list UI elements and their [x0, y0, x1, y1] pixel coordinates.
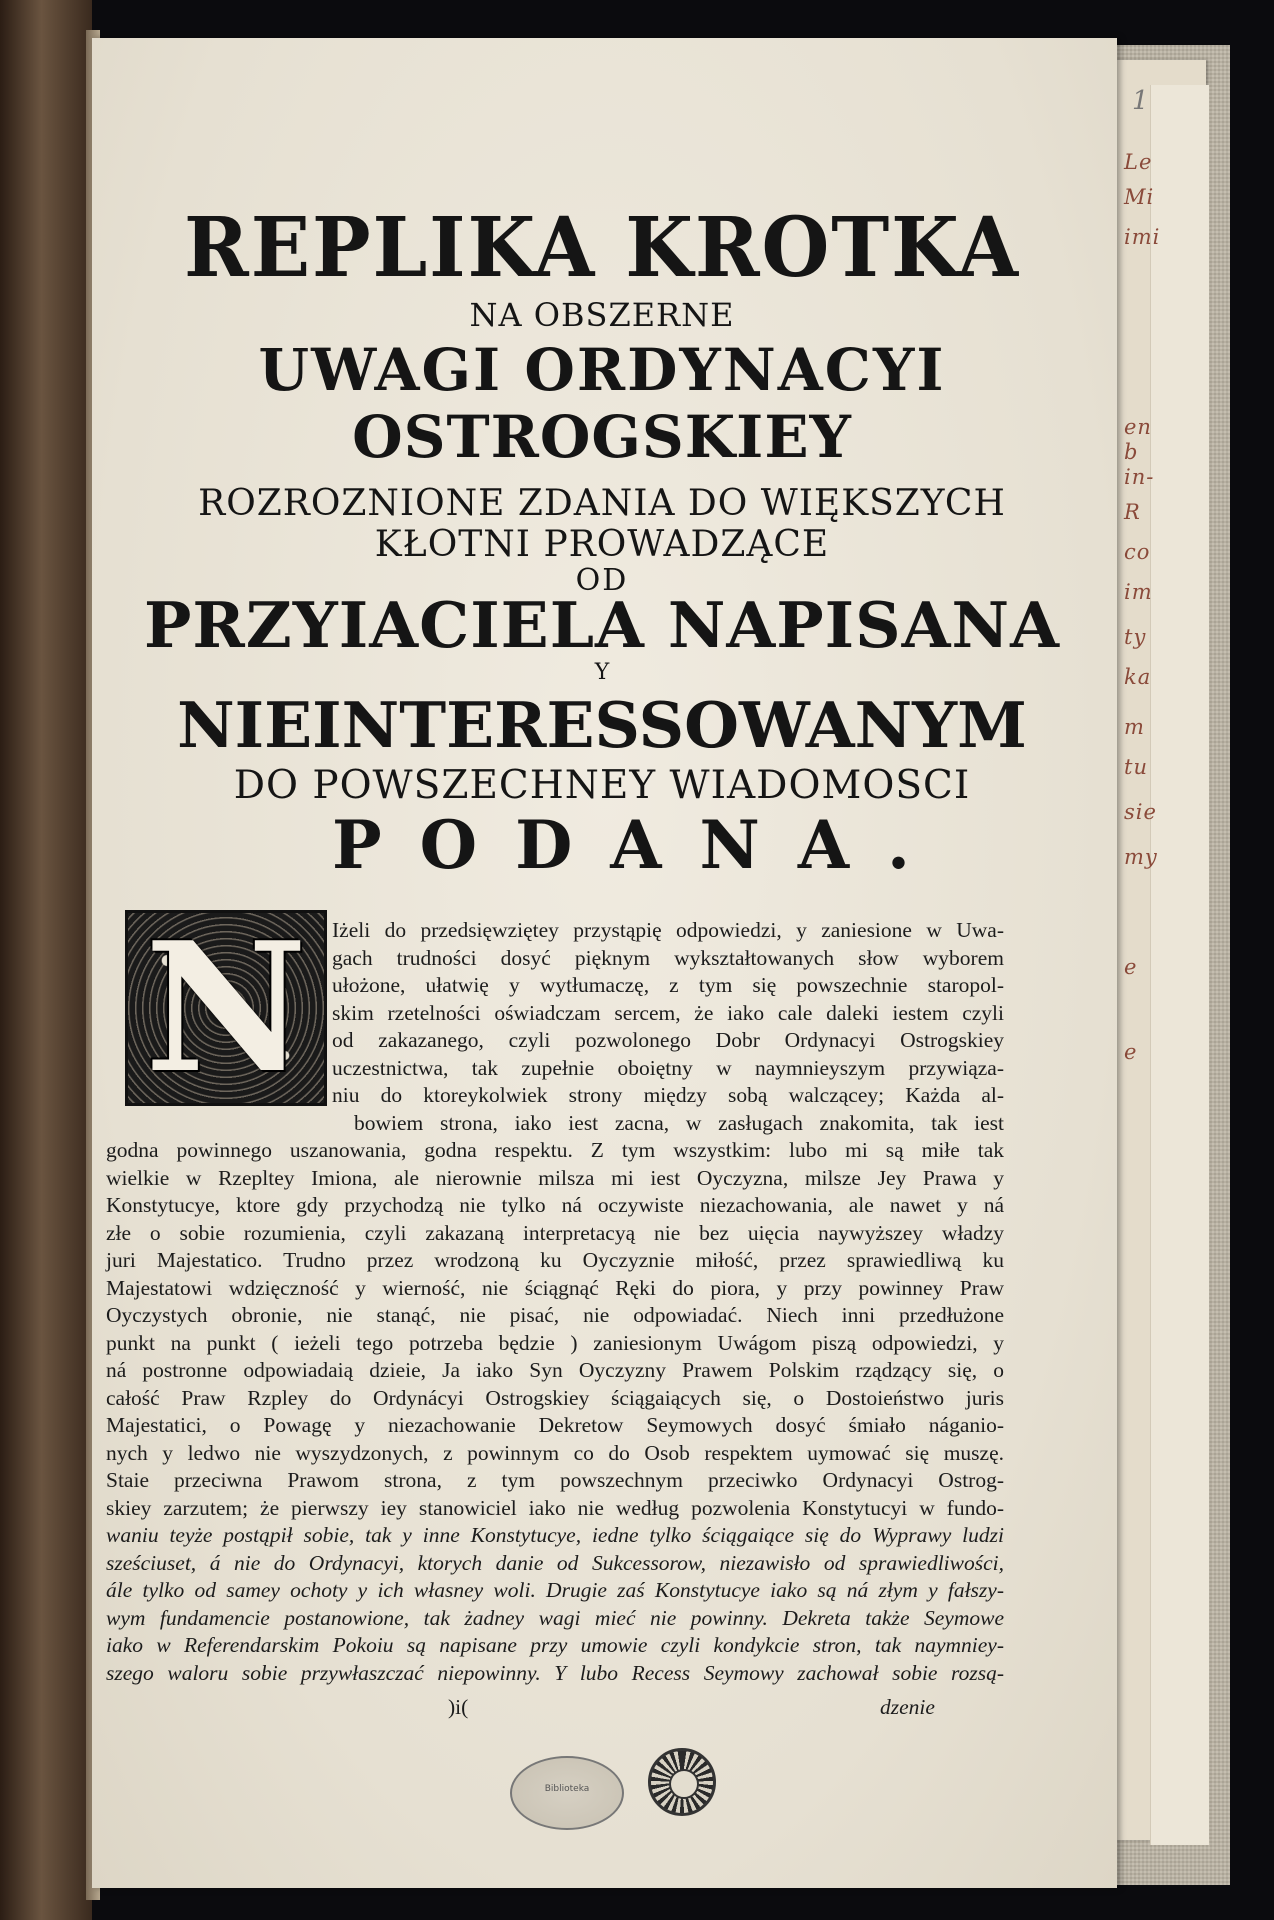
body-line: Konstytucye, ktore gdy przychodzą nie tylko ná oczywiste niezachowania, ale nawet y ná: [106, 1193, 1004, 1217]
body-line: iako w Referendarskim Pokoiu są napisane przy umowie czyli kondykcie stron, tak naymniey-: [106, 1633, 1004, 1657]
body-line: ułożone, ułatwię y wytłumaczę, z tym się powszechnie staropol-: [332, 973, 1004, 997]
body-line: całość Praw Rzpley do Ordynácyi Ostrogskiey ściągaiących się, o Dostoieństwo juris: [106, 1385, 1004, 1410]
margin-note: sie: [1124, 800, 1157, 824]
body-line: ná postronne odpowiadaią dzieie, Ja iako Syn Oyczyzny Prawem Polskim rządzący się, o: [106, 1358, 1004, 1382]
title-line-1: REPLIKA KROTKA: [184, 200, 1020, 296]
title-line-10: NIEINTERESSOWANYM: [177, 688, 1027, 762]
body-line: sześciuset, á nie do Ordynacyi, ktorych danie od Sukcessorow, niezawisło od sprawiedliwości,: [106, 1550, 1004, 1575]
book-binding-left: [0, 0, 92, 1920]
body-line: szego waloru sobie przywłaszczać niepowinny. Y lubo Recess Seymowy zachował sobie rozsą-: [106, 1660, 1004, 1685]
body-line: bowiem strona, iako iest zacna, w zasługach znakomita, tak iest: [354, 1110, 1004, 1135]
body-line: skiey zarzutem; że pierwszy iey stanowiciel iako nie według pozwolenia Konstytucyi w fundo-: [106, 1495, 1004, 1520]
margin-note: co: [1124, 540, 1151, 564]
margin-note: R: [1124, 500, 1141, 524]
margin-note: in-: [1124, 465, 1155, 489]
signature-mark: )i(: [448, 1695, 469, 1719]
margin-note: Mi: [1124, 185, 1155, 209]
title-line-2: NA OBSZERNE: [469, 296, 735, 334]
title-line-7: OD: [575, 563, 629, 598]
body-line: Iżeli do przedsięwziętey przystąpię odpowiedzi, y zaniesione w Uwa-: [332, 918, 1004, 942]
body-line: uczestnictwa, tak zupełnie oboiętny w naymnieyszym przywiąza-: [332, 1055, 1004, 1080]
title-line-11: DO POWSZECHNEY WIADOMOSCI: [233, 763, 971, 808]
margin-note: e: [1124, 1040, 1138, 1064]
body-line: złe o sobie rozumienia, czyli zakazaną interpretacyą nie bez uięcia naywyższey władzy: [106, 1220, 1004, 1245]
body-line: Staie przeciwna Prawom strona, z tym powszechnym przeciwko Ordynacyi Ostrog-: [106, 1468, 1004, 1492]
body-line: gach trudności dosyć pięknym wykształtowanych słow wyborem: [332, 945, 1004, 970]
catchword: dzenie: [880, 1695, 935, 1719]
library-stamp-oval: [510, 1756, 624, 1830]
folio-number: 1: [1132, 86, 1149, 116]
margin-note: ka: [1124, 665, 1152, 689]
decorated-initial: [125, 903, 327, 1112]
round-seal-stamp: [648, 1748, 716, 1816]
body-line: od zakazanego, czyli pozwolonego Dobr Ordynacyi Ostrogskiey: [332, 1028, 1004, 1052]
underlying-page-edge: [1150, 85, 1209, 1845]
body-line: Majestatici, o Powagę y niezachowanie Dekretow Seymowych dosyć śmiało náganio-: [106, 1413, 1004, 1437]
body-line: ále tylko od samey ochoty y ich własney woli. Drugie zaś Konstytucye iako są ná złym y fałszy-: [106, 1578, 1004, 1602]
initial-letter: N: [144, 903, 308, 1112]
margin-note: my: [1124, 845, 1158, 869]
body-line: nych y ledwo nie wyszydzonych, z powinnym co do Osob respektem uymować się muszę.: [106, 1440, 1004, 1465]
body-line: godna powinnego uszanowania, godna respektu. Z tym wszystkim: lubo mi są miłe tak: [106, 1138, 1004, 1162]
margin-note: m: [1124, 715, 1145, 739]
margin-note: e: [1124, 955, 1138, 979]
margin-note: Le: [1124, 150, 1153, 174]
library-stamp-text: Biblioteka: [544, 1784, 590, 1794]
title-line-3: UWAGI ORDYNACYI: [258, 336, 946, 404]
round-seal-center: [669, 1769, 699, 1799]
title-line-12: PODANA.: [331, 806, 949, 884]
body-line: waniu teyże postąpił sobie, tak y inne Konstytucye, iedne tylko ściągaiące się do Wyprawy ludzi: [106, 1523, 1004, 1547]
margin-note: en: [1124, 415, 1152, 439]
title-line-6: KŁOTNI PROWADZĄCE: [374, 524, 830, 565]
title-line-8: PRZYIACIELA NAPISANA: [144, 588, 1060, 662]
body-line: wym fundamencie postanowione, tak żadney wagi mieć nie powinny. Dekreta także Seymowe: [106, 1605, 1004, 1630]
title-line-9: Y: [594, 660, 610, 685]
body-line: punkt na punkt ( ieżeli tego potrzeba będzie ) zaniesionym Uwágom piszą odpowiedzi, y: [106, 1330, 1004, 1355]
margin-note: tu: [1124, 755, 1148, 779]
title-line-4: OSTROGSKIEY: [352, 403, 852, 471]
body-line: Majestatowi wdzięczność y wierność, nie ściągnąć Ręki do piora, y przy powinney Praw: [106, 1275, 1004, 1300]
margin-note: imi: [1124, 225, 1161, 249]
body-line: juri Majestatico. Trudno przez wrodzoną ku Oyczyznie miłość, przez sprawiedliwą ku: [106, 1248, 1004, 1272]
margin-note: b: [1124, 440, 1139, 464]
body-line: niu do ktoreykolwiek strony między sobą walczącey; Każda al-: [332, 1083, 1004, 1107]
margin-note: im: [1124, 580, 1153, 604]
body-line: skim rzetelności oświadczam sercem, że iako cale daleki iestem czyli: [332, 1000, 1004, 1025]
title-line-5: ROZROZNIONE ZDANIA DO WIĘKSZYCH: [198, 483, 1006, 524]
body-line: wielkie w Rzepltey Imiona, ale nierownie milsza mi iest Oyczyzna, milsze Jey Prawa y: [106, 1165, 1004, 1190]
body-line: Oyczystych obronie, nie stanąć, nie pisać, nie odpowiadać. Niech inni przedłużone: [106, 1303, 1004, 1327]
margin-note: ty: [1124, 625, 1147, 649]
